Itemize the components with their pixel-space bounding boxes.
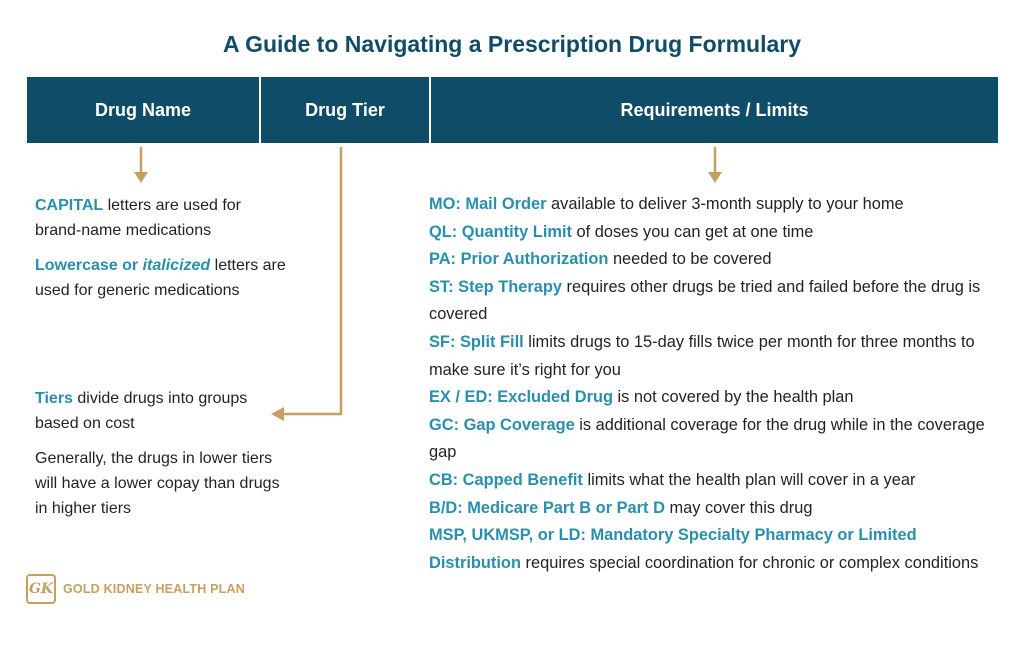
copay-note: Generally, the drugs in lower tiers will have a lower copay than drugs in higher tiers [35,450,280,517]
brand-logo [26,574,245,604]
requirement-item: EX / ED: Excluded Drug is not covered by the health plan [429,388,854,407]
tiers-note: Tiers divide drugs into groups based on cost [35,390,248,432]
requirement-item: ST: Step Therapy requires other drugs be tried and failed before the drug is covered [429,277,981,324]
lowercase-note: Lowercase or italicized letters are used for generic medications [35,257,286,299]
requirement-item: MO: Mail Order available to deliver 3-month supply to your home [429,195,904,213]
capital-note: CAPITAL letters are used for brand-name medications [35,197,241,239]
requirement-item: QL: Quantity Limit of doses you can get at one time [429,222,814,241]
page-title: A Guide to Navigating a Prescription Drug Formulary [222,31,802,57]
tier-notes [35,386,280,521]
brand-name: GOLD KIDNEY HEALTH PLAN [63,582,245,596]
requirement-item: GC: Gap Coverage is additional coverage for the drug while in the coverage gap [429,415,985,462]
header-requirements-limits: Requirements / Limits [620,99,809,120]
requirement-item: PA: Prior Authorization needed to be covered [429,250,772,269]
header-drug-tier: Drug Tier [261,77,431,143]
requirements-list [429,191,994,577]
tier-arrow-shaft [282,147,341,414]
requirement-item: MSP, UKMSP, or LD: Mandatory Specialty Pharmacy or Limited Distribution requires special coordination for chronic or complex conditions [429,526,979,572]
gk-monogram-icon: GK [26,574,56,604]
requirements-arrow-head [708,172,722,183]
requirement-item: CB: Capped Benefit limits what the health plan will cover in a year [429,470,916,489]
drug-name-notes [35,193,290,303]
requirement-item: B/D: Medicare Part B or Part D may cover this drug [429,498,813,517]
header-drug-name: Drug Name [27,77,261,143]
drug-name-arrow-head [134,172,148,183]
requirement-item: SF: Split Fill limits drugs to 15-day fills twice per month for three months to make sure it’s right for you [429,332,975,379]
